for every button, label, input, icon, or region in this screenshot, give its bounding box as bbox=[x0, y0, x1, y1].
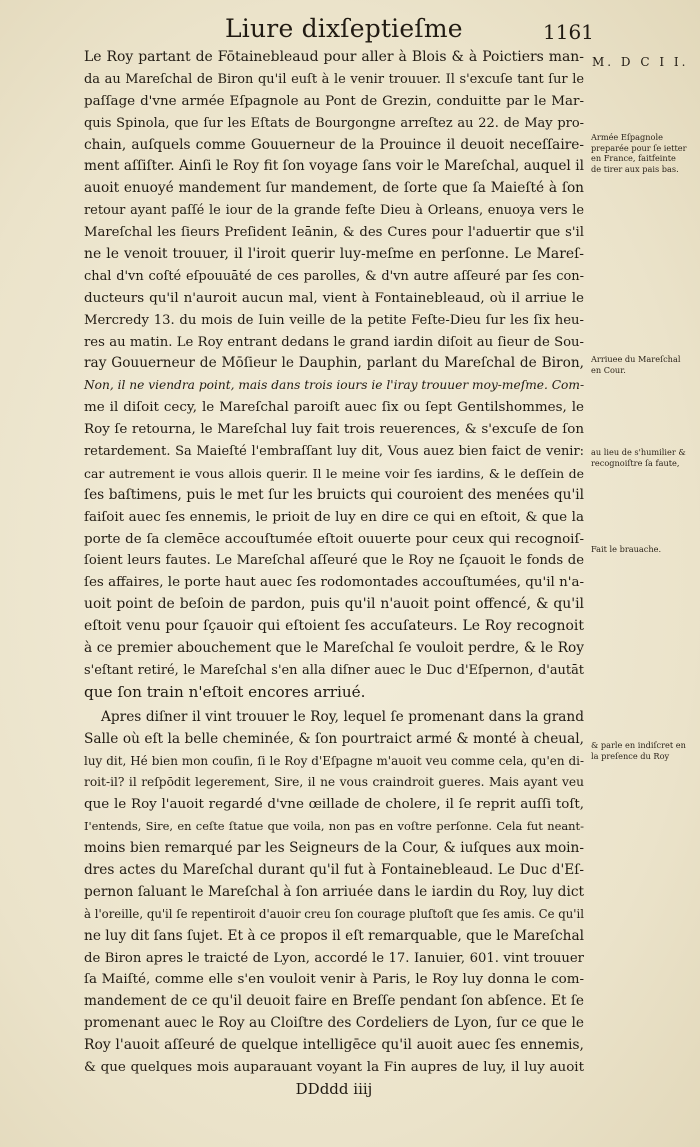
text-line: ducteurs qu'il n'auroit aucun mal, vient à Fontainebleaud, où il arriue le bbox=[84, 290, 584, 306]
text-line: porte de ſa clemēce accouſtumée eſtoit ouuerte pour ceux qui recognoiſ- bbox=[84, 531, 584, 547]
text-line: ſes baſtimens, puis le met ſur les bruicts qui couroient des menées qu'il bbox=[84, 486, 584, 503]
text-line: retardement. Sa Maieſté l'embraſſant luy dit, Vous auez bien faict de venir: bbox=[84, 444, 584, 460]
text-line-italic: Non, il ne viendra point, mais dans trois iours ie l'iray trouuer moy-meſme. Com- bbox=[84, 378, 585, 393]
text-line: eſtoit venu pour ſçauoir qui eſtoient ſes accuſateurs. Le Roy recognoit bbox=[84, 618, 584, 635]
text-line: Salle où eſt la belle cheminée, & ſon pourtraict armé & monté à cheual, bbox=[84, 730, 584, 747]
page-number: 1161 bbox=[543, 20, 594, 44]
text-line: ſa Maiſté, comme elle s'en vouloit venir à Paris, le Roy luy donna le com- bbox=[84, 972, 584, 988]
text-line: ſes affaires, le porte haut auec ſes rodomontades accouſtumées, qu'il n'a- bbox=[84, 575, 584, 591]
text-line: roit-il? il reſpōdit legerement, Sire, il ne vous craindroit gueres. Mais ayant veu bbox=[84, 775, 584, 790]
text-line: dres actes du Mareſchal durant qu'il fut à Fontainebleaud. Le Duc d'Eſ- bbox=[84, 861, 584, 878]
text-line: pernon ſaluant le Mareſchal à ſon arriuée dans le iardin du Roy, luy dict bbox=[84, 883, 584, 900]
text-line: promenant auec le Roy au Cloiſtre des Cordeliers de Lyon, ſur ce que le bbox=[84, 1015, 584, 1032]
text-line: Mercredy 13. du mois de Iuin veille de la petite Feſte-Dieu ſur les ſix heu- bbox=[84, 312, 584, 328]
text-line: Roy l'auoit aſſeuré de quelque intelligēce qu'il auoit auec ſes ennemis, bbox=[84, 1037, 584, 1054]
text-line: faiſoit auec ſes ennemis, le prioit de luy en dire ce qui en eſtoit, & que la bbox=[84, 509, 584, 525]
text-line: luy dit, Hé bien mon couſin, ſi le Roy d'Eſpagne m'auoit veu comme cela, qu'en di- bbox=[84, 753, 584, 768]
main-text bbox=[84, 47, 584, 1101]
text-line: car autrement ie vous allois querir. Il le meine voir ſes iardins, & le deſſein de bbox=[84, 465, 584, 481]
margin-note: au lieu de s'humilier & recognoiſtre ſa faute, bbox=[591, 447, 686, 468]
text-line: ne le venoit trouuer, il l'iroit querir luy-meſme en perſonne. Le Mareſ- bbox=[84, 246, 584, 263]
text-line: uoit point de beſoin de pardon, puis qu'il n'auoit point offencé, & qu'il bbox=[84, 596, 584, 613]
margin-note: Arriuee du Mareſchal en Cour. bbox=[591, 354, 681, 375]
text-line: Le Roy partant de Fōtainebleaud pour aller à Blois & à Poictiers man- bbox=[84, 49, 584, 65]
margin-note: Fait le brauache. bbox=[591, 544, 662, 554]
text-line: Roy ſe retourna, le Mareſchal luy fait trois reuerences, & s'excuſe de ſon bbox=[84, 422, 584, 438]
text-line: & que quelques mois auparauant voyant la Fin aupres de luy, il luy auoit bbox=[84, 1059, 584, 1075]
text-line: ſoient leurs fautes. Le Mareſchal aſſeuré que le Roy ne ſçauoit le fonds de bbox=[84, 553, 584, 569]
text-line: da au Mareſchal de Biron qu'il euſt à le venir trouuer. Il s'excuſe tant ſur le bbox=[84, 71, 584, 87]
text-line: moins bien remarqué par les Seigneurs de la Cour, & iuſques aux moin- bbox=[84, 840, 584, 857]
text-line: ment aſſiſter. Ainſi le Roy fit ſon voyage ſans voir le Mareſchal, auquel il bbox=[84, 158, 584, 175]
text-line: s'eſtant retiré, le Mareſchal s'en alla diſner auec le Duc d'Eſpernon, d'autāt bbox=[84, 662, 584, 678]
text-line: Apres diſner il vint trouuer le Roy, lequel ſe promenant dans la grand bbox=[101, 708, 584, 725]
signature-mark: DDddd iiij bbox=[295, 1079, 373, 1098]
text-line: paſſage d'vne armée Eſpagnole au Pont de Grezin, conduitte par le Mar- bbox=[84, 93, 584, 109]
text-line: que ſon train n'eſtoit encores arriué. bbox=[84, 682, 366, 701]
text-line: quis Spinola, que ſur les Eſtats de Bourgongne arreſtez au 22. de May pro- bbox=[84, 115, 584, 131]
margin-note: & parle en indiſcret en la preſence du Roy bbox=[591, 740, 686, 761]
text-line: me il diſoit cecy, le Mareſchal paroiſt auec ſix ou ſept Gentilshommes, le bbox=[84, 400, 584, 416]
text-line: de Biron apres le traicté de Lyon, accordé le 17. Ianuier, 601. vint trouuer bbox=[84, 950, 584, 966]
text-line: à l'oreille, qu'il ſe repentiroit d'auoir creu ſon courage pluſtoſt que ſes amis. Ce qu'il bbox=[84, 906, 584, 921]
text-line: I'entends, Sire, en ceſte ſtatue que voila, non pas en voſtre perſonne. Cela fut neant- bbox=[84, 819, 584, 834]
margin-year: M. D C I I. bbox=[592, 55, 689, 69]
text-line: retour ayant paſſé le iour de la grande feſte Dieu à Orleans, enuoya vers le bbox=[84, 203, 584, 219]
text-line: chal d'vn coſté eſpouuāté de ces parolles, & d'vn autre aſſeuré par ſes con- bbox=[84, 268, 584, 284]
running-head: Liure dixſeptieſme bbox=[225, 14, 463, 43]
text-line: mandement de ce qu'il deuoit faire en Breſſe pendant ſon abſence. Et ſe bbox=[84, 993, 584, 1010]
text-line: ray Gouuerneur de Mōſieur le Dauphin, parlant du Mareſchal de Biron, bbox=[84, 355, 584, 372]
text-line: res au matin. Le Roy entrant dedans le grand iardin diſoit au ſieur de Sou- bbox=[84, 334, 584, 350]
margin-note: Armée Eſpagnole preparée pour ſe ietter en France, faitfeinte de tirer aux pais bas. bbox=[591, 132, 687, 174]
text-line: chain, auſquels comme Gouuerneur de la Prouince il deuoit neceſſaire- bbox=[84, 136, 584, 153]
text-line: auoit enuoyé mandement ſur mandement, de ſorte que ſa Maieſté à ſon bbox=[84, 180, 584, 197]
text-line: que le Roy l'auoit regardé d'vne œillade de cholere, il ſe reprit auſſi toſt, bbox=[84, 797, 584, 813]
text-line: à ce premier abouchement que le Mareſchal ſe vouloit perdre, & le Roy bbox=[84, 640, 584, 657]
text-line: Mareſchal les ſieurs Preſident Ieānin, & des Cures pour l'aduertir que s'il bbox=[84, 225, 584, 241]
text-line: ne luy dit ſans ſujet. Et à ce propos il eſt remarquable, que le Mareſchal bbox=[84, 927, 584, 944]
